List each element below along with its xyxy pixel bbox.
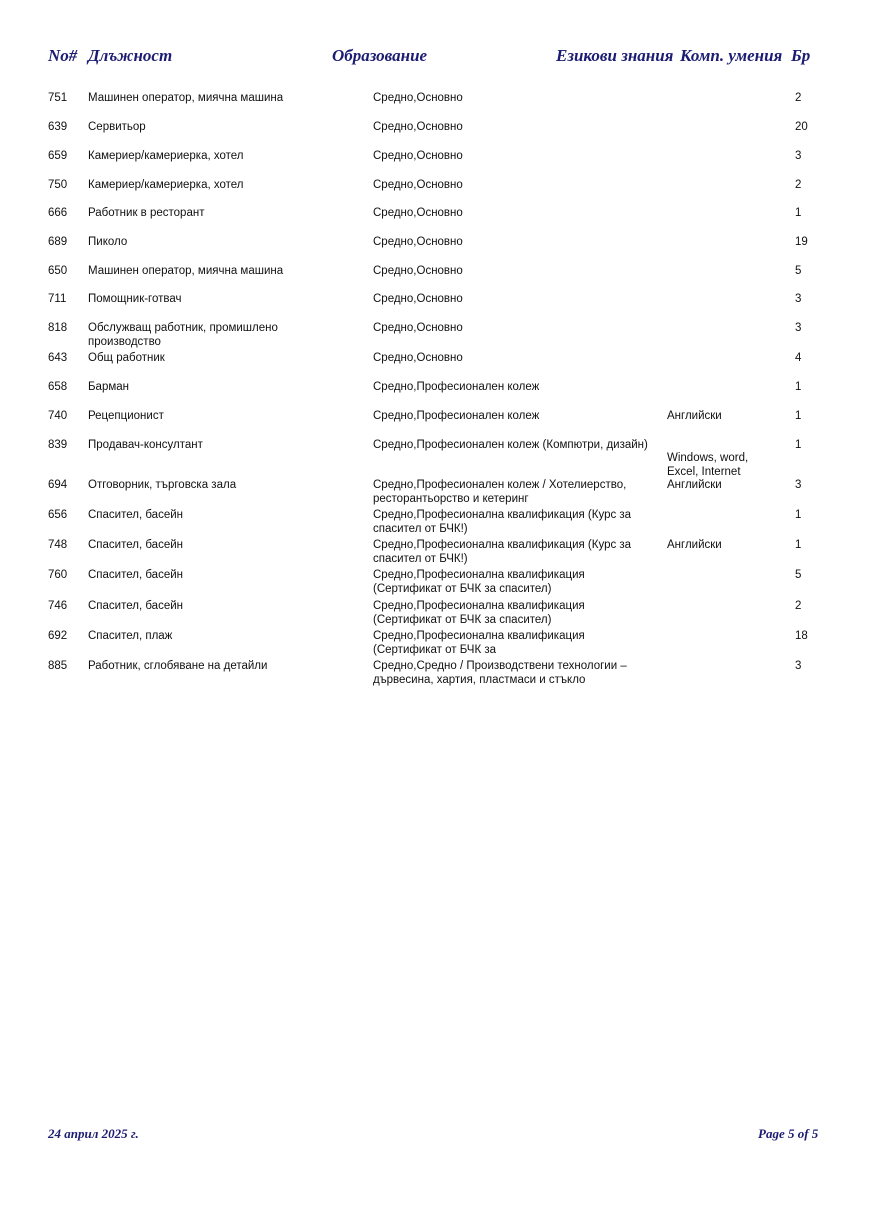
row-position: Сервитьор	[88, 121, 146, 133]
row-count: 4	[795, 352, 802, 364]
row-count: 1	[795, 539, 802, 551]
row-position: Спасител, басейн	[88, 600, 183, 612]
row-count: 2	[795, 92, 802, 104]
row-position: Обслужващ работник, промишлено	[88, 322, 278, 334]
row-education: Средно,Средно / Производствени технологии –	[373, 660, 627, 672]
row-position: Машинен оператор, миячна машина	[88, 92, 284, 104]
row-education: Средно,Основно	[373, 293, 463, 305]
row-count: 1	[795, 381, 802, 393]
row-count: 20	[795, 121, 808, 133]
row-number: 760	[48, 569, 68, 581]
row-number: 692	[48, 630, 68, 642]
row-position: Барман	[88, 381, 129, 393]
row-education: Средно,Професионален колеж	[373, 410, 540, 422]
row-number: 740	[48, 410, 68, 422]
row-education: Средно,Професионална квалификация	[373, 630, 585, 642]
row-count: 3	[795, 660, 802, 672]
row-languages: Английски	[667, 410, 722, 422]
row-education: Средно,Професионален колеж (Компютри, дизайн)	[373, 439, 648, 451]
row-education: Средно,Основно	[373, 322, 463, 334]
row-education: Средно,Професионална квалификация (Курс за	[373, 509, 632, 521]
row-education: (Сертификат от БЧК за спасител)	[373, 582, 552, 595]
row-count: 1	[795, 207, 802, 219]
row-education: Средно,Основно	[373, 179, 463, 191]
row-number: 639	[48, 121, 68, 133]
row-count: 3	[795, 479, 802, 491]
row-education: спасител от БЧК!)	[373, 522, 468, 535]
header-position: Длъжност	[88, 46, 173, 65]
row-education: Средно,Професионална квалификация	[373, 569, 585, 581]
row-number: 748	[48, 539, 68, 551]
footer-page-number: Page 5 of 5	[758, 1126, 819, 1141]
row-education: Средно,Професионална квалификация (Курс за	[373, 539, 632, 551]
row-education: Средно,Основно	[373, 92, 463, 104]
row-education: Средно,Основно	[373, 352, 463, 364]
header-education: Образование	[332, 46, 428, 65]
row-education: Средно,Основно	[373, 150, 463, 162]
row-education: Средно,Основно	[373, 265, 463, 277]
row-number: 694	[48, 479, 68, 491]
row-education: Средно,Основно	[373, 121, 463, 133]
row-position: Общ работник	[88, 352, 165, 364]
row-count: 3	[795, 150, 802, 162]
row-computer-skills: Excel, Internet	[667, 465, 741, 478]
row-position: Камериер/камериерка, хотел	[88, 150, 244, 162]
row-count: 5	[795, 265, 802, 277]
row-count: 1	[795, 509, 802, 521]
row-number: 885	[48, 660, 68, 672]
row-education: спасител от БЧК!)	[373, 552, 468, 565]
row-education: Средно,Основно	[373, 207, 463, 219]
row-position: производство	[88, 335, 161, 348]
row-number: 839	[48, 439, 68, 451]
row-number: 689	[48, 236, 68, 248]
row-education: Средно,Професионален колеж / Хотелиерство,	[373, 479, 627, 491]
row-number: 643	[48, 352, 68, 364]
row-number: 750	[48, 179, 68, 191]
row-education: (Сертификат от БЧК за спасител)	[373, 613, 552, 626]
header-no: No#	[48, 46, 78, 65]
row-education: дървесина, хартия, пластмаси и стъкло	[373, 673, 586, 686]
row-education: Средно,Основно	[373, 236, 463, 248]
row-position: Работник, сглобяване на детайли	[88, 660, 268, 672]
row-languages: Английски	[667, 479, 722, 491]
header-count: Бр	[791, 46, 811, 65]
row-number: 746	[48, 600, 68, 612]
row-number: 818	[48, 322, 68, 334]
row-number: 656	[48, 509, 68, 521]
header-languages: Езикови знания	[556, 46, 674, 65]
row-education: Средно,Професионална квалификация	[373, 600, 585, 612]
row-count: 2	[795, 600, 802, 612]
row-count: 2	[795, 179, 802, 191]
row-count: 5	[795, 569, 802, 581]
row-count: 1	[795, 410, 802, 422]
row-education: ресторантьорство и кетеринг	[373, 492, 529, 505]
row-number: 659	[48, 150, 68, 162]
row-computer-skills: Windows, word,	[667, 452, 749, 464]
row-position: Спасител, басейн	[88, 539, 183, 551]
row-education: Средно,Професионален колеж	[373, 381, 540, 393]
row-position: Спасител, плаж	[88, 630, 173, 642]
row-position: Продавач-консултант	[88, 439, 203, 451]
row-count: 19	[795, 236, 808, 248]
row-number: 666	[48, 207, 68, 219]
row-number: 711	[48, 293, 67, 305]
row-count: 18	[795, 630, 808, 642]
row-position: Спасител, басейн	[88, 569, 183, 581]
row-position: Работник в ресторант	[88, 207, 205, 219]
row-count: 3	[795, 322, 802, 334]
row-position: Машинен оператор, миячна машина	[88, 265, 284, 277]
row-position: Помощник-готвач	[88, 293, 182, 305]
row-number: 751	[48, 92, 68, 104]
row-count: 1	[795, 439, 802, 451]
row-position: Камериер/камериерка, хотел	[88, 179, 244, 191]
row-count: 3	[795, 293, 802, 305]
header-computer-skills: Комп. умения	[680, 46, 783, 65]
row-education: (Сертификат от БЧК за	[373, 643, 497, 656]
row-position: Спасител, басейн	[88, 509, 183, 521]
row-position: Отговорник, търговска зала	[88, 479, 237, 491]
row-number: 658	[48, 381, 68, 393]
row-position: Пиколо	[88, 236, 128, 248]
row-number: 650	[48, 265, 68, 277]
footer-date: 24 април 2025 г.	[48, 1126, 139, 1141]
row-languages: Английски	[667, 539, 722, 551]
row-position: Рецепционист	[88, 410, 164, 422]
